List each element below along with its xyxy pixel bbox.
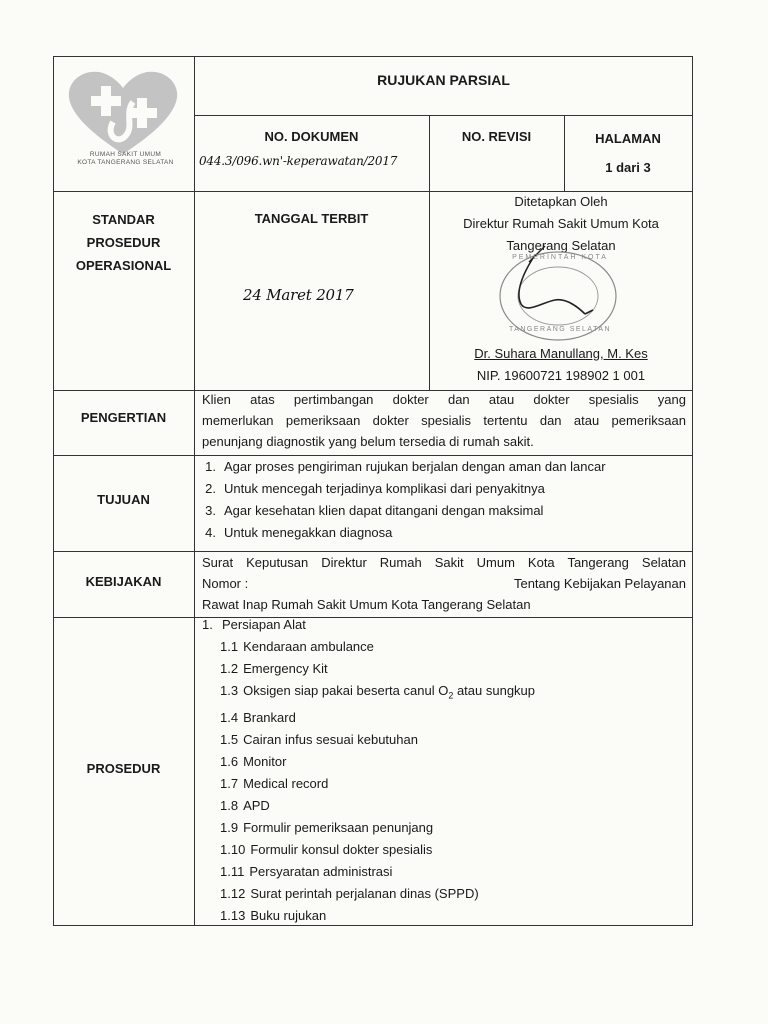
list-item: 1.11 Persyaratan administrasi (220, 863, 393, 879)
kebijakan-line-3: Rawat Inap Rumah Sakit Umum Kota Tangerang Selatan (202, 597, 531, 612)
sop-label-3: OPERASIONAL (75, 258, 172, 273)
pengertian-line-2: memerlukan pemeriksaan dokter spesialis tertentu dan atau pemeriksaan (202, 413, 686, 428)
no-revisi-label: NO. REVISI (461, 129, 532, 144)
border-right (692, 56, 693, 926)
list-item: 1. Agar proses pengiriman rujukan berjalan dengan aman dan lancar (205, 459, 606, 474)
signer-nip: NIP. 19600721 198902 1 001 (476, 368, 646, 383)
halaman-label: HALAMAN (595, 131, 661, 146)
prosedur-heading: 1. Persiapan Alat (202, 617, 306, 632)
list-item: 1.5 Cairan infus sesuai kebutuhan (220, 731, 418, 747)
prosedur-label: PROSEDUR (86, 761, 161, 776)
list-item: 1.13 Buku rujukan (220, 907, 327, 923)
pengertian-line-1: Klien atas pertimbangan dokter dan atau dokter spesialis yang (202, 392, 686, 407)
tujuan-label: TUJUAN (97, 492, 150, 507)
pengertian-label: PENGERTIAN (80, 410, 167, 425)
sop-label-2: PROSEDUR (86, 235, 161, 250)
list-item: 2. Untuk mencegah terjadinya komplikasi dari penyakitnya (205, 481, 545, 496)
list-item: 1.6 Monitor (220, 753, 287, 769)
no-dokumen-value: 044.3/096.wn'-keperawatan/2017 (199, 154, 398, 168)
stamp-text-top: PEMERINTAH KOTA (512, 254, 608, 261)
list-item: 1.9 Formulir pemeriksaan penunjang (220, 819, 434, 835)
document-title: RUJUKAN PARSIAL (377, 72, 510, 88)
list-item: 1.4 Brankard (220, 709, 296, 725)
pengertian-text (202, 389, 686, 452)
list-item: 1.7 Medical record (220, 775, 329, 791)
kebijakan-line-1: Surat Keputusan Direktur Rumah Sakit Umum Kota Tangerang Selatan (202, 555, 686, 570)
kebijakan-label: KEBIJAKAN (85, 574, 162, 589)
hospital-logo (53, 56, 194, 191)
list-item: 1.3 Oksigen siap pakai beserta canul $O_2$ atau sungkup (220, 683, 536, 701)
list-item: 1.10 Formulir konsul dokter spesialis (220, 841, 433, 857)
halaman-value: 1 dari 3 (605, 160, 651, 175)
header-divider-2 (564, 115, 565, 191)
heart-cross-icon (53, 56, 194, 166)
sop-document (53, 56, 693, 926)
list-item: 4. Untuk menegakkan diagnosa (205, 525, 393, 540)
pengertian-line-3: penunjang diagnostik yang belum tersedia di rumah sakit. (202, 434, 534, 449)
kebijakan-tentang: Tentang Kebijakan Pelayanan (513, 576, 686, 591)
no-dokumen-label: NO. DOKUMEN (264, 129, 359, 144)
direktur-line-1: Direktur Rumah Sakit Umum Kota (463, 216, 659, 231)
stamp-text-bottom: TANGERANG SELATAN (508, 326, 612, 333)
list-item: 3. Agar kesehatan klien dapat ditangani dengan maksimal (205, 503, 544, 518)
sop-label-1: STANDAR (92, 212, 155, 227)
logo-caption-1: RUMAH SAKIT UMUM (89, 151, 162, 158)
ditetapkan-oleh: Ditetapkan Oleh (514, 194, 608, 209)
kebijakan-text (202, 552, 686, 615)
tujuan-list (194, 456, 684, 544)
header-divider-1 (429, 115, 430, 191)
logo-caption-2: KOTA TANGERANG SELATAN (77, 159, 174, 166)
signer-name: Dr. Suhara Manullang, M. Kes (474, 346, 648, 361)
prosedur-list (194, 614, 684, 927)
list-item: 1.2 Emergency Kit (220, 661, 328, 676)
kebijakan-line-2 (202, 573, 686, 594)
list-item: 1.8 APD (220, 797, 270, 813)
title-divider (194, 115, 693, 116)
direktur-line-2: Tangerang Selatan (506, 238, 616, 253)
kebijakan-nomor: Nomor : (202, 576, 249, 591)
tanggal-terbit-label: TANGGAL TERBIT (254, 211, 369, 226)
list-item: 1.12 Surat perintah perjalanan dinas (SPPD) (220, 885, 479, 901)
list-item: 1.1 Kendaraan ambulance (220, 639, 374, 654)
tanggal-terbit-value: 24 Maret 2017 (243, 286, 354, 304)
sop-label (53, 208, 194, 277)
